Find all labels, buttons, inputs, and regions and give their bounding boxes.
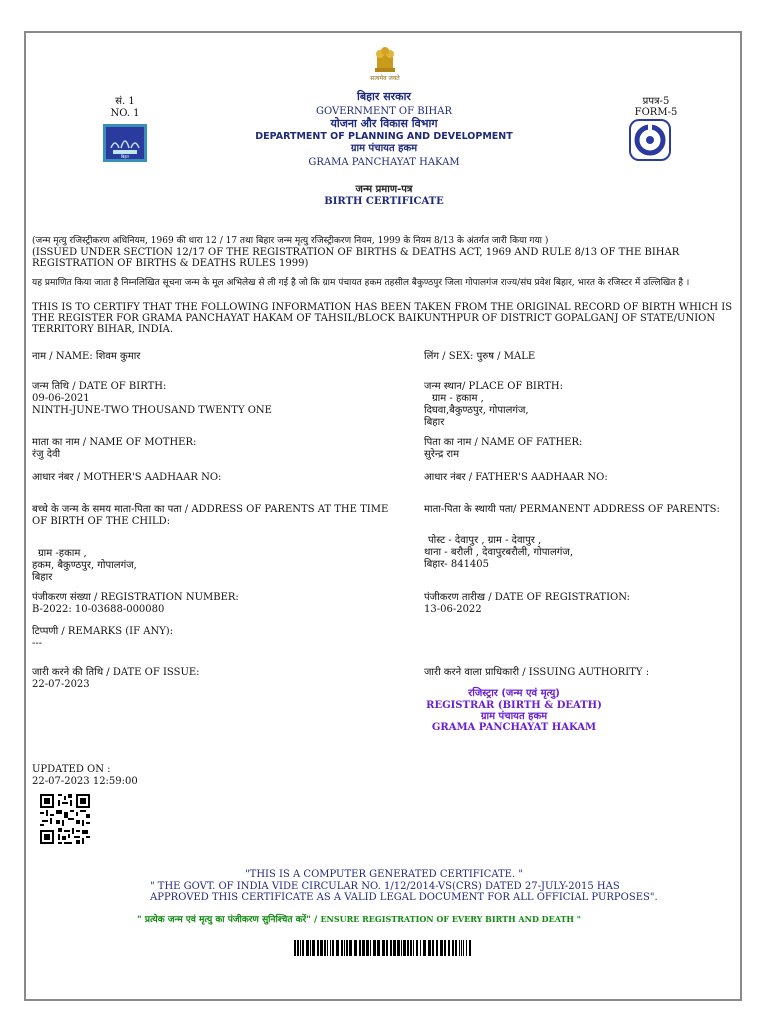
form-no-hindi: प्रपत्र-5 [642, 96, 670, 107]
registrar-english: REGISTRAR (BIRTH & DEATH) [426, 700, 602, 711]
birth-address-line3: बिहार [32, 572, 53, 583]
remarks-label: टिप्पणी / REMARKS (IF ANY): [32, 626, 174, 637]
office-title-hindi: ग्राम पंचायत हकम [350, 143, 418, 154]
barcode-icon [294, 940, 474, 956]
pob-line2: दिघवा,बैकुण्ठपुर, गोपालगंज, [424, 405, 529, 416]
mother-value: रंजु देवी [32, 449, 61, 460]
mother-aadhaar-label: आधार नंबर / MOTHER'S AADHAAR NO: [32, 472, 222, 483]
pob-line3: बिहार [424, 417, 445, 428]
dob-words: NINTH-JUNE-TWO THOUSAND TWENTY ONE [32, 405, 272, 416]
father-aadhaar-label: आधार नंबर / FATHER'S AADHAAR NO: [424, 472, 608, 483]
gov-title-hindi: बिहार सरकार [357, 90, 411, 103]
gov-title-english: GOVERNMENT OF BIHAR [315, 106, 453, 117]
registrar-hindi: रजिस्ट्रार (जन्म एवं मृत्यु) [468, 688, 560, 699]
slogan-english: ENSURE REGISTRATION OF EVERY BIRTH AND DEATH " [320, 914, 581, 924]
issued-under-english: (ISSUED UNDER SECTION 12/17 OF THE REGISTRATION OF BIRTHS & DEATHS ACT, 1969 AND RULE 8/13 OF THE BIHAR REGISTRATION OF BIRTHS & DEATHS RULES 1999) [32, 247, 680, 269]
serial-no-hindi: सं. 1 [115, 96, 135, 107]
permanent-address-line3: बिहार- 841405 [424, 559, 490, 570]
registration-slogan [137, 914, 581, 926]
certificate-title-hindi: जन्म प्रमाण-पत्र [355, 184, 413, 195]
certify-hindi: यह प्रमाणित किया जाता है निम्नलिखित सूचना जन्म के मूल अभिलेख से ली गई है जो कि ग्राम पंचायत हकम तहसील बैकुण्ठपुर जिला गोपालगंज राज्य/संघ प्रवेश बिहार, भारत के रजिस्टर में उल्लिखित है । [32, 278, 690, 288]
emblem-motto: सत्यमेव जयते [370, 75, 400, 82]
bihar-logo-icon [103, 124, 147, 162]
computer-generated-note: "THIS IS A COMPUTER GENERATED CERTIFICATE. " [245, 869, 523, 880]
birth-address-line2: हकम, बैकुण्ठपुर, गोपालगंज, [32, 560, 137, 571]
qr-code-icon [38, 792, 92, 846]
govt-circular-note: " THE GOVT. OF INDIA VIDE CIRCULAR NO. 1/12/2014-VS(CRS) DATED 27-JULY-2015 HAS [150, 881, 620, 892]
certificate-title-english: BIRTH CERTIFICATE [324, 196, 444, 207]
crs-logo-icon [629, 119, 671, 161]
name-label: नाम / NAME: [32, 351, 93, 362]
ashoka-emblem-icon [368, 44, 402, 74]
dept-title-hindi: योजना और विकास विभाग [330, 117, 438, 130]
name-field [32, 351, 140, 362]
pob-line1: ग्राम - हकाम , [432, 393, 484, 404]
issued-under-hindi: (जन्म मृत्यु रजिस्ट्रीकरण अधिनियम, 1969 की धारा 12 / 17 तथा बिहार जन्म मृत्यु रजिस्ट्रीकरण नियम, 1999 के नियम 8/13 के अंतर्गत जारी किया गया ) [32, 236, 549, 246]
issuing-authority-label: जारी करने वाला प्राधिकारी / ISSUING AUTHORITY : [424, 667, 650, 678]
bihar-logo-text: बिहार [120, 154, 130, 159]
dob-value: 09-06-2021 [32, 393, 90, 404]
permanent-address-line2: थाना - बरौली , देवापुरबरौली, गोपालगंज, [424, 547, 573, 558]
name-value: शिवम कुमार [95, 351, 141, 362]
reg-date-label: पंजीकरण तारीख / DATE OF REGISTRATION: [424, 592, 630, 603]
registrar-office-hindi: ग्राम पंचायत हकम [480, 711, 548, 722]
permanent-address-label: माता-पिता के स्थायी पता/ PERMANENT ADDRESS OF PARENTS: [424, 504, 720, 515]
sex-value: पुरुष / MALE [476, 351, 536, 362]
dob-label: जन्म तिथि / DATE OF BIRTH: [32, 381, 167, 392]
father-value: सुरेन्द्र राम [424, 449, 460, 460]
reg-number-value: B-2022: 10-03688-000080 [32, 604, 165, 615]
mother-label: माता का नाम / NAME OF MOTHER: [32, 437, 197, 448]
remarks-value: --- [32, 638, 43, 649]
birth-address-label-line1: बच्चे के जन्म के समय माता-पिता का पता / ADDRESS OF PARENTS AT THE TIME [32, 504, 389, 515]
registrar-office-english: GRAMA PANCHAYAT HAKAM [431, 722, 597, 733]
permanent-address-line1: पोस्ट - देवापुर , ग्राम - देवापुर , [428, 535, 542, 546]
pob-label: जन्म स्थान/ PLACE OF BIRTH: [424, 381, 563, 392]
form-no-english: FORM-5 [634, 107, 678, 118]
slogan-hindi: " प्रत्येक जन्म एवं मृत्यु का पंजीकरण सुनिश्चित करें" / [137, 915, 318, 925]
sex-field [424, 351, 535, 362]
birth-address-line1: ग्राम -हकाम , [38, 548, 87, 559]
birth-address-label-line2: OF BIRTH OF THE CHILD: [32, 516, 171, 527]
issue-date-value: 22-07-2023 [32, 679, 90, 690]
sex-label: लिंग / SEX: [424, 351, 474, 362]
updated-label: UPDATED ON : [32, 764, 111, 775]
dept-title-english: DEPARTMENT OF PLANNING AND DEVELOPMENT [255, 131, 513, 142]
reg-date-value: 13-06-2022 [424, 604, 482, 615]
father-label: पिता का नाम / NAME OF FATHER: [424, 437, 583, 448]
serial-no-english: NO. 1 [110, 108, 140, 119]
office-title-english: GRAMA PANCHAYAT HAKAM [308, 157, 460, 168]
updated-value: 22-07-2023 12:59:00 [32, 776, 138, 787]
issue-date-label: जारी करने की तिथि / DATE OF ISSUE: [32, 667, 200, 678]
reg-number-label: पंजीकरण संख्या / REGISTRATION NUMBER: [32, 592, 239, 603]
valid-document-note: APPROVED THIS CERTIFICATE AS A VALID LEGAL DOCUMENT FOR ALL OFFICIAL PURPOSES". [150, 892, 658, 903]
certify-english: THIS IS TO CERTIFY THAT THE FOLLOWING INFORMATION HAS BEEN TAKEN FROM THE ORIGINAL RECORD OF BIRTH WHICH IS THE REGISTER FOR GRAMA PANCHAYAT HAKAM OF TAHSIL/BLOCK BAIKUNTHPUR OF DISTRICT GOPALGANJ OF STATE/UNION TERRITORY BIHAR, INDIA. [32, 302, 733, 335]
